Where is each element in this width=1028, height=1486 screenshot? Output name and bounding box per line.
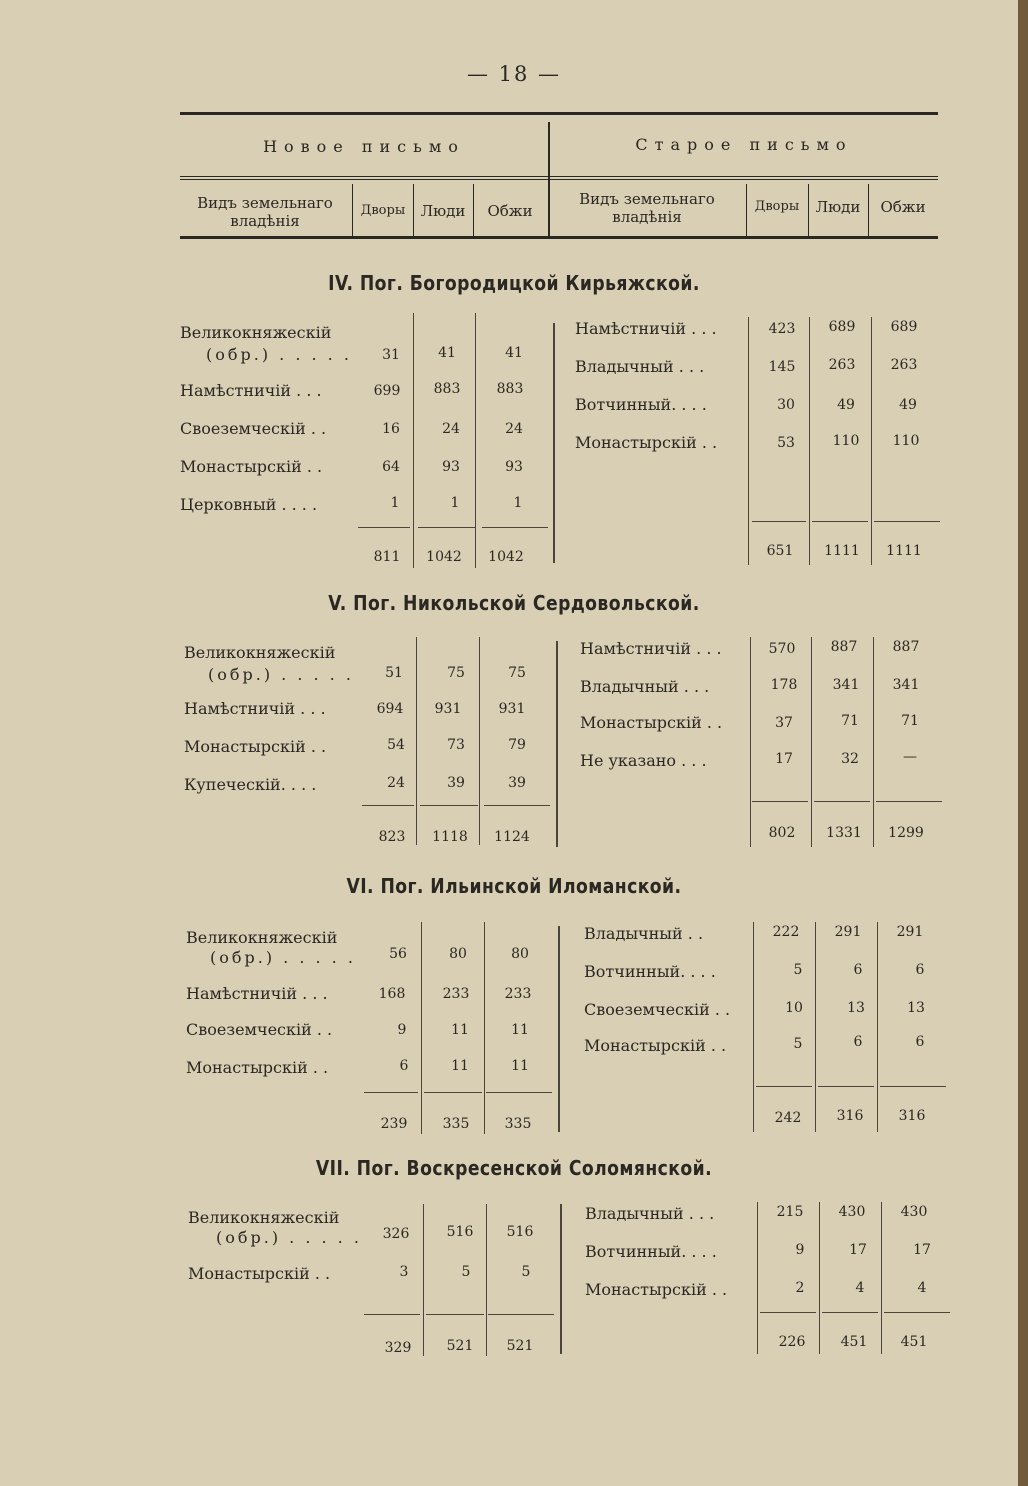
cell-people: 75 [447,665,465,681]
total-obzhi: 316 [898,1108,926,1124]
total-yards: 329 [384,1340,412,1356]
col-rule [484,922,485,1134]
col-rule [416,637,417,845]
cell-obzhi: 17 [913,1242,931,1258]
total-obzhi: 1042 [488,549,524,565]
cell-obzhi: 24 [505,421,523,437]
cell-people: 689 [828,319,856,335]
half-divider [553,323,555,563]
cell-people: 80 [449,946,467,962]
col-old-obzhi: Обжи [880,198,926,216]
sum-rule [760,1312,816,1313]
cell-people: 39 [447,775,465,791]
cell-yards: 53 [777,435,795,451]
col-rule [748,317,749,565]
row-label: Намѣстничій . . . [575,319,717,338]
cell-yards: 326 [382,1226,410,1242]
col-new-obzhi: Обжи [487,202,533,220]
cell-obzhi: 79 [508,737,526,753]
row-label: Владычный . . [584,924,704,943]
col-rule [819,1202,820,1354]
total-yards: 811 [373,549,401,565]
row-label: Великокняжескій [180,323,332,342]
cell-obzhi: 887 [892,639,920,655]
cell-obzhi: 80 [511,946,529,962]
cell-yards: 215 [776,1204,804,1220]
header-divider [548,122,550,238]
sum-rule [420,805,478,806]
header-mid-rule-2 [180,179,938,180]
cell-yards: 1 [390,495,400,511]
cell-yards: 37 [775,715,793,731]
half-divider [560,1204,562,1354]
col-rule [809,317,810,565]
col-rule [486,1204,487,1356]
cell-obzhi: 6 [915,1034,925,1050]
col-rule [757,1202,758,1354]
col-rule [873,637,874,847]
cell-obzhi: 5 [521,1264,531,1280]
row-label: Церковный . . . . [180,495,318,514]
cell-yards: 64 [382,459,400,475]
sum-rule [812,521,868,522]
cell-obzhi: 883 [496,381,524,397]
section-title: IV. Пог. Богородицкой Кирьяжской. [328,271,700,295]
row-label: Не указано . . . [580,751,707,770]
cell-yards: 9 [397,1022,407,1038]
cell-obzhi: 516 [506,1224,534,1240]
cell-yards: 9 [795,1242,805,1258]
row-label: Намѣстничій . . . [580,639,722,658]
row-label: Монастырскій . . [585,1280,728,1299]
total-obzhi: 1124 [494,829,530,845]
row-label: Вотчинный. . . . [575,395,707,414]
cell-obzhi: 71 [901,713,919,729]
sum-rule [818,1086,874,1087]
col-rule [815,922,816,1132]
cell-people: 93 [442,459,460,475]
sum-rule [874,521,940,522]
col-rule [421,922,422,1134]
cell-yards: 17 [775,751,793,767]
cell-obzhi: 11 [511,1022,529,1038]
half-divider [556,641,558,847]
sum-rule [358,527,410,528]
sum-rule [426,1314,484,1315]
sum-rule [488,1314,554,1315]
sum-rule [424,1092,482,1093]
total-people: 1042 [426,549,462,565]
row-label: Монастырскій . . [186,1058,329,1077]
col-rule [753,922,754,1132]
cell-obzhi: 75 [508,665,526,681]
cell-people: 71 [841,713,859,729]
cell-people: 430 [838,1204,866,1220]
row-label-cont: (обр.) . . . . . [216,1228,362,1247]
cell-obzhi: 291 [896,924,924,940]
row-label: Купеческій. . . . [184,775,317,794]
sum-rule [362,805,414,806]
cell-people: 32 [841,751,859,767]
cell-people: 13 [847,1000,865,1016]
cell-people: 291 [834,924,862,940]
cell-yards: 24 [387,775,405,791]
row-label: Намѣстничій . . . [186,984,328,1003]
row-label: Своеземческій . . [180,419,327,438]
row-label: Монастырскій . . [188,1264,331,1283]
cell-people: 887 [830,639,858,655]
col-new-yards: Дворы [360,203,406,218]
row-label: Вотчинный. . . . [585,1242,717,1261]
cell-people: 110 [832,433,860,449]
cell-people: 73 [447,737,465,753]
cell-people: 17 [849,1242,867,1258]
total-obzhi: 335 [504,1116,532,1132]
sum-rule [880,1086,946,1087]
cell-obzhi: 931 [498,701,526,717]
cell-yards: 54 [387,737,405,753]
col-rule [413,313,414,568]
cell-yards: 2 [795,1280,805,1296]
total-obzhi: 451 [900,1334,928,1350]
row-label: Монастырскій . . [575,433,718,452]
cell-obzhi: 110 [892,433,920,449]
col-old-kind: Видъ земельнаго владѣнія [579,190,715,226]
row-label-cont: (обр.) . . . . . [210,948,356,967]
total-obzhi: 521 [506,1338,534,1354]
total-yards: 226 [778,1334,806,1350]
row-label: Монастырскій . . [580,713,723,732]
col-old-people: Люди [815,198,861,216]
cell-yards: 51 [385,665,403,681]
cell-obzhi: 263 [890,357,918,373]
cell-obzhi: 689 [890,319,918,335]
old-writing-title: Старое письмо [635,135,853,154]
sum-rule [484,805,550,806]
table-header [180,112,938,240]
page-number: — 18 — [466,62,562,86]
cell-obzhi: 4 [917,1280,927,1296]
sum-rule [486,1092,552,1093]
cell-people: 24 [442,421,460,437]
cell-obzhi: 49 [899,397,917,413]
cell-people: 1 [450,495,460,511]
col-rule [479,637,480,845]
col-rule [423,1204,424,1356]
page-edge [1018,0,1028,1486]
cell-obzhi: 13 [907,1000,925,1016]
cell-people: 263 [828,357,856,373]
cell-yards: 222 [772,924,800,940]
header-top-rule [180,112,938,115]
header-bottom-rule [180,236,938,239]
cell-people: 516 [446,1224,474,1240]
cell-obzhi: 11 [511,1058,529,1074]
col-rule [475,313,476,568]
total-yards: 242 [774,1110,802,1126]
cell-people: 49 [837,397,855,413]
header-mid-rule [180,176,938,177]
cell-people: 4 [855,1280,865,1296]
total-yards: 651 [766,543,794,559]
cell-yards: 30 [777,397,795,413]
total-people: 1111 [824,543,860,559]
row-label: Владычный . . . [580,677,710,696]
row-label: Своеземческій . . [584,1000,731,1019]
col-rule [871,317,872,565]
sum-rule [814,801,870,802]
cell-people: 883 [433,381,461,397]
total-people: 1331 [826,825,862,841]
col-old-yards: Дворы [754,199,800,214]
cell-obzhi: 39 [508,775,526,791]
sum-rule [884,1312,950,1313]
cell-yards: 6 [399,1058,409,1074]
total-yards: 802 [768,825,796,841]
row-label: Великокняжескій [186,928,338,947]
sum-rule [822,1312,878,1313]
cell-yards: 145 [768,359,796,375]
cell-people: 6 [853,962,863,978]
cell-yards: 3 [399,1264,409,1280]
total-people: 335 [442,1116,470,1132]
total-obzhi: 1111 [886,543,922,559]
cell-obzhi: 341 [892,677,920,693]
total-yards: 239 [380,1116,408,1132]
row-label: Вотчинный. . . . [584,962,716,981]
total-people: 451 [840,1334,868,1350]
cell-yards: 570 [768,641,796,657]
total-people: 521 [446,1338,474,1354]
cell-obzhi: 233 [504,986,532,1002]
row-label: Намѣстничій . . . [184,699,326,718]
row-label-cont: (обр.) . . . . . [208,665,354,684]
cell-people: 5 [461,1264,471,1280]
row-label: Своеземческій . . [186,1020,333,1039]
cell-people: 6 [853,1034,863,1050]
new-writing-title: Новое письмо [263,137,465,156]
col-rule [811,637,812,847]
cell-people: 931 [434,701,462,717]
sum-rule [752,801,808,802]
cell-yards: 16 [382,421,400,437]
col-rule [750,637,751,847]
row-label: Великокняжескій [188,1208,340,1227]
cell-yards: 56 [389,946,407,962]
cell-yards: 5 [793,1036,803,1052]
row-label: Великокняжескій [184,643,336,662]
row-label: Монастырскій . . [180,457,323,476]
cell-obzhi: 41 [505,345,523,361]
cell-people: 41 [438,345,456,361]
total-obzhi: 1299 [888,825,924,841]
cell-people: 11 [451,1022,469,1038]
cell-people: 233 [442,986,470,1002]
cell-people: 341 [832,677,860,693]
cell-yards: 423 [768,321,796,337]
section-title: VI. Пог. Ильинской Иломанской. [346,874,682,898]
cell-obzhi: 93 [505,459,523,475]
half-divider [558,926,560,1132]
cell-yards: 5 [793,962,803,978]
sum-rule [482,527,548,528]
cell-yards: 168 [378,986,406,1002]
cell-yards: 694 [376,701,404,717]
cell-yards: 10 [785,1000,803,1016]
sum-rule [752,521,806,522]
cell-people: 11 [451,1058,469,1074]
cell-obzhi: 430 [900,1204,928,1220]
row-label: Монастырскій . . [584,1036,727,1055]
cell-obzhi: 1 [513,495,523,511]
row-label: Намѣстничій . . . [180,381,322,400]
section-title: VII. Пог. Воскресенской Соломянской. [315,1156,713,1180]
col-rule [877,922,878,1132]
row-label-cont: (обр.) . . . . . [206,345,352,364]
row-label: Владычный . . . [585,1204,715,1223]
cell-obzhi: 6 [915,962,925,978]
sum-rule [364,1092,418,1093]
col-new-people: Люди [420,202,466,220]
row-label: Монастырскій . . [184,737,327,756]
cell-yards: 31 [382,347,400,363]
section-title: V. Пог. Никольской Сердовольской. [328,591,700,615]
cell-obzhi: — [903,749,917,765]
row-label: Владычный . . . [575,357,705,376]
col-rule [881,1202,882,1354]
sum-rule [418,527,476,528]
sum-rule [364,1314,420,1315]
cell-yards: 178 [770,677,798,693]
total-people: 1118 [432,829,468,845]
cell-yards: 699 [373,383,401,399]
col-new-kind: Видъ земельнаго владѣнія [197,194,333,230]
total-people: 316 [836,1108,864,1124]
sum-rule [876,801,942,802]
sum-rule [756,1086,812,1087]
col-sep [352,184,353,236]
total-yards: 823 [378,829,406,845]
